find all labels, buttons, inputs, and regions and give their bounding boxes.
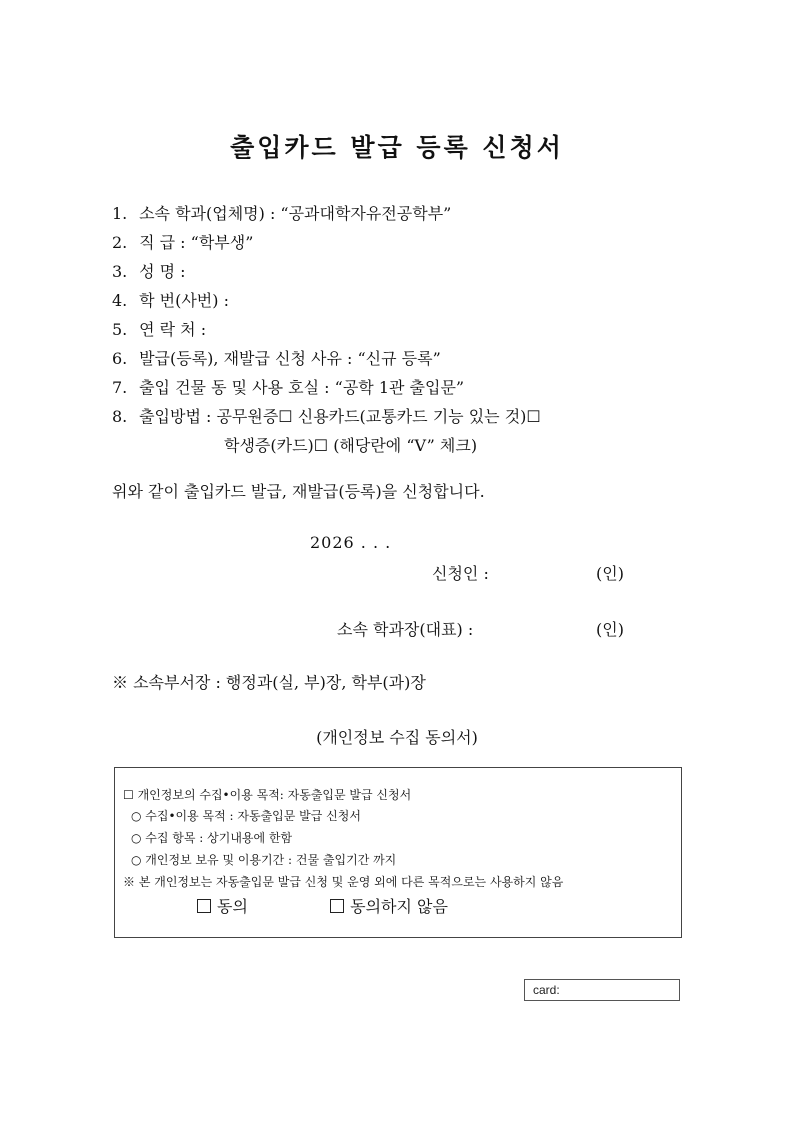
field-text: 발급(등록), 재발급 신청 사유 : “신규 등록”: [139, 349, 441, 368]
field-department: [112, 199, 541, 228]
field-student-id[interactable]: [112, 286, 541, 315]
privacy-header: ☐ 개인정보의 수집•이용 목적: 자동출입문 발급 신청서: [123, 788, 412, 802]
disagree-option[interactable]: [330, 897, 448, 916]
disagree-label: 동의하지 않음: [350, 897, 448, 916]
form-title: 출입카드 발급 등록 신청서: [230, 133, 564, 162]
field-access-method-cont[interactable]: [112, 431, 541, 460]
privacy-line: ○ 개인정보 보유 및 이용기간 : 건물 출입기간 까지: [131, 853, 397, 867]
form-fields: [112, 199, 541, 460]
field-number: 3.: [112, 262, 128, 281]
signatory-note: ※ 소속부서장 : 행정과(실, 부)장, 학부(과)장: [112, 673, 426, 692]
application-date[interactable]: 2026 . . .: [310, 533, 392, 552]
field-number: 8.: [112, 407, 128, 426]
field-number: 1.: [112, 204, 128, 223]
field-text: 출입방법 : 공무원증☐ 신용카드(교통카드 기능 있는 것)☐: [139, 407, 541, 426]
dept-head-seal[interactable]: (인): [596, 620, 624, 639]
field-text: 학 번(사번) :: [139, 291, 229, 310]
consent-choices: [197, 894, 448, 917]
agree-label: 동의: [217, 897, 248, 916]
privacy-consent-box: [114, 767, 682, 938]
application-statement: 위와 같이 출입카드 발급, 재발급(등록)을 신청합니다.: [112, 482, 485, 501]
privacy-line: ○ 수집 항목 : 상기내용에 한함: [131, 831, 293, 845]
field-contact[interactable]: [112, 315, 541, 344]
field-reason: [112, 344, 541, 373]
applicant-seal[interactable]: (인): [596, 564, 624, 583]
field-number: 7.: [112, 378, 128, 397]
privacy-section-title: (개인정보 수집 동의서): [316, 728, 478, 747]
field-number: 4.: [112, 291, 128, 310]
field-text: 성 명 :: [139, 262, 186, 281]
card-number-field[interactable]: [524, 979, 680, 1001]
field-position: [112, 228, 541, 257]
field-building: [112, 373, 541, 402]
privacy-notice: ※ 본 개인정보는 자동출입문 발급 신청 및 운영 외에 다른 목적으로는 사용하지 않음: [123, 875, 564, 889]
applicant-label: 신청인 :: [432, 564, 489, 583]
field-text: 직 급 : “학부생”: [139, 233, 254, 252]
field-access-method[interactable]: [112, 402, 541, 431]
field-number: 6.: [112, 349, 128, 368]
field-number: 2.: [112, 233, 128, 252]
disagree-checkbox[interactable]: [330, 899, 344, 913]
field-text: 연 락 처 :: [139, 320, 207, 339]
field-number: 5.: [112, 320, 128, 339]
card-label: card:: [533, 983, 560, 997]
privacy-line: ○ 수집•이용 목적 : 자동출입문 발급 신청서: [131, 809, 361, 823]
field-text: 학생증(카드)☐ (해당란에 “V” 체크): [224, 436, 478, 455]
agree-checkbox[interactable]: [197, 899, 211, 913]
field-text: 출입 건물 동 및 사용 호실 : “공학 1관 출입문”: [139, 378, 465, 397]
field-text: 소속 학과(업체명) : “공과대학자유전공학부”: [139, 204, 452, 223]
agree-option[interactable]: [197, 897, 248, 916]
dept-head-label: 소속 학과장(대표) :: [337, 620, 474, 639]
field-name[interactable]: [112, 257, 541, 286]
